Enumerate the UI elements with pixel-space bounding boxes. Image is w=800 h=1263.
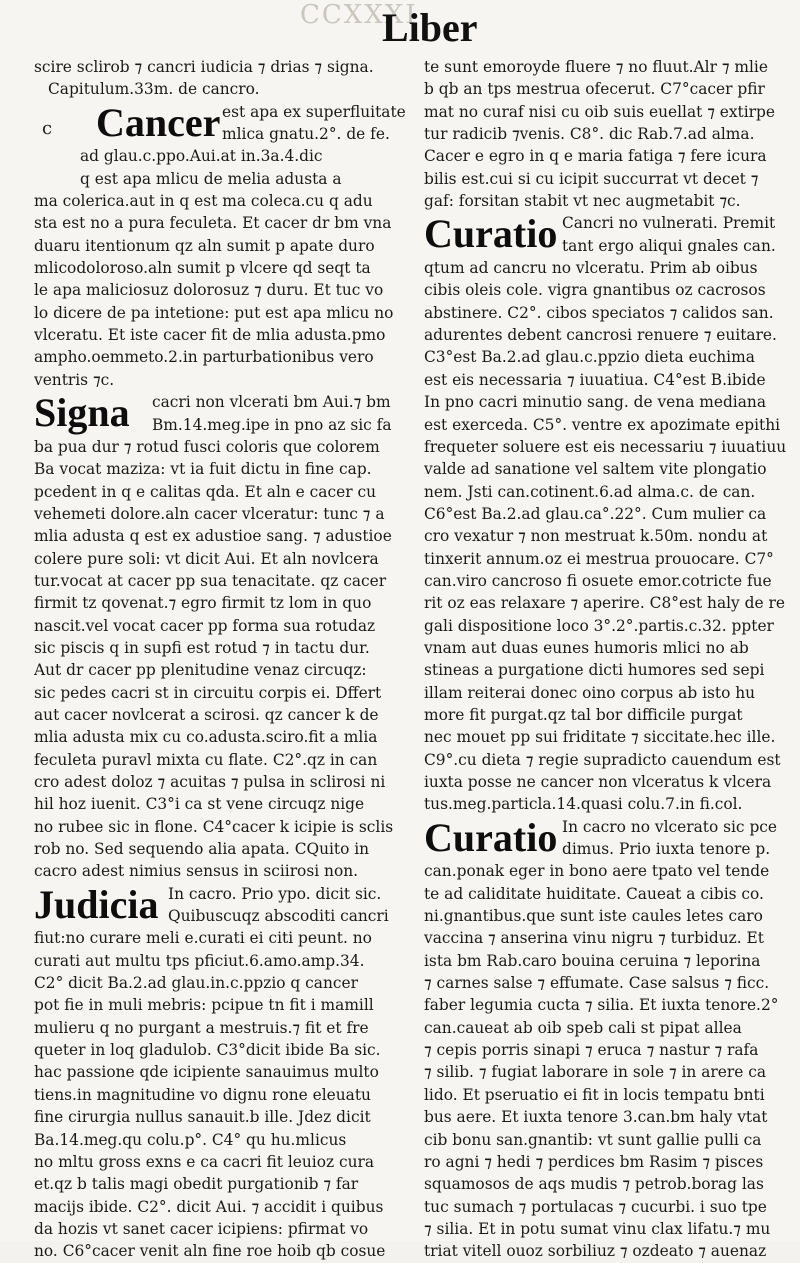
text-line: et.qz b talis magi obedit purgationib ⁊ far (34, 1175, 359, 1194)
text-line: le apa maliciosuz dolorosuz ⁊ duru. Et tuc vo (34, 281, 384, 300)
text-line: squamosos de aqs mudis ⁊ petrob.borag las (424, 1175, 764, 1194)
text-line: illam reiterai donec oino corpus ab isto hu (424, 683, 756, 702)
text-line: no. C6°cacer venit aln fine roe hoib qb cosue (34, 1242, 386, 1261)
section-signa (34, 391, 418, 436)
section-initial-judicia: Judicia (34, 881, 159, 927)
text-line: triat vitell ouoz sorbiliuz ⁊ ozdeato ⁊ auenaz (424, 1242, 767, 1261)
text-line: aut cacer novlcerat a scirosi. qz cancer k de (34, 705, 379, 724)
text-line: bus aere. Et iuxta tenore 3.can.bm haly vtat (424, 1108, 768, 1127)
text-line: Bm.14.meg.ipe in pno az sic fa (152, 415, 392, 434)
left-column (34, 56, 418, 1263)
text-line: mlia adusta mix cu co.adusta.sciro.fit a mlia (34, 728, 378, 747)
text-line: sic pedes cacri st in circuitu corpis ei. Dffert (34, 683, 382, 702)
text-line: te sunt emoroyde fluere ⁊ no fluut.Alr ⁊ mlie (424, 58, 768, 76)
text-line: te ad caliditate huiditate. Caueat a cibis co. (424, 884, 764, 903)
text-line: rob no. Sed sequendo alia apata. CQuito in (34, 840, 370, 859)
bleed-through-text: CCXXXI (300, 0, 418, 30)
text-line: no rubee sic in flone. C4°cacer k icipie is sclis (34, 817, 394, 836)
text-line: In cacro. Prio ypo. dicit sic. (168, 884, 382, 903)
text-line: pot fie in muli mebris: pcipue tn fit i mamill (34, 996, 374, 1015)
text-line: can.caueat ab oib speb cali st pipat allea (424, 1018, 742, 1037)
text-line: dimus. Prio iuxta tenore p. (562, 840, 771, 859)
text-line: In cacro no vlcerato sic pce (562, 817, 778, 836)
text-line: ro agni ⁊ hedi ⁊ perdices bm Rasim ⁊ pisces (424, 1152, 764, 1171)
text-line: Quibuscuqz abscoditi cancri (168, 907, 389, 926)
text-line: more fit purgat.qz tal bor difficile purgat (424, 705, 743, 724)
text-line: tur.vocat at cacer pp sua tenacitate. qz cacer (34, 571, 387, 590)
section-initial-curatio: Curatio (424, 211, 558, 257)
text-line: cro adest doloz ⁊ acuitas ⁊ pulsa in sclirosi ni (34, 773, 386, 791)
text-line: hac passione qde icipiente sanauimus multo (34, 1063, 379, 1082)
text-line: cro vexatur ⁊ non mestruat k.50m. nondu at (424, 527, 768, 546)
text-line: mlicodoloroso.aln sumit p vlcere qd seqt ta (34, 259, 371, 278)
text-line: est eis necessaria ⁊ iuuatiua. C4°est B.ibide (424, 370, 766, 389)
text-line: mat no curaf nisi cu oib suis euellat ⁊ extirpe (424, 102, 775, 121)
text-line: tuc sumach ⁊ portulacas ⁊ cucurbi. i suo tpe (424, 1197, 767, 1216)
section-curatio-2 (424, 816, 796, 861)
section-initial-curatio: Curatio (424, 814, 558, 860)
text-line: C9°.cu dieta ⁊ regie supradicto cauendum est (424, 750, 781, 769)
text-line: C2° dicit Ba.2.ad glau.in.c.ppzio q cancer (34, 974, 358, 993)
text-line: Cancri no vulnerati. Premit (562, 214, 776, 233)
text-line: ⁊ carnes salse ⁊ effumate. Case salsus ⁊ ficc. (424, 974, 770, 993)
text-line: cacro adest nimius sensus in sciirosi non. (34, 862, 359, 881)
text-line: nem. Jsti can.cotinent.6.ad alma.c. de can. (424, 482, 756, 501)
section-curatio-1 (424, 212, 796, 257)
text-line: vaccina ⁊ anserina vinu nigru ⁊ turbiduz. Et (424, 929, 764, 948)
text-line: can.viro cancroso fi osuete emor.cotricte fue (424, 571, 772, 590)
running-head: Liber (382, 5, 478, 50)
text-line: mlica gnatu.2°. de fe. (222, 125, 390, 144)
text-line: Ba vocat maziza: vt ia fuit dictu in fine cap. (34, 460, 372, 479)
text-line: cibis oleis cole. vigra gnantibus oz cacrosos (424, 281, 766, 300)
text-line: mlia adusta q est ex adustioe sang. ⁊ adustioe (34, 527, 392, 546)
text-line: duaru itentionum qz aln sumit p apate duro (34, 236, 375, 255)
right-column (424, 56, 796, 1263)
text-line: valde ad sanatione vel saltem vite plongatio (424, 460, 767, 479)
text-line: nec mouet pp sui friditate ⁊ siccitate.hec ille. (424, 728, 776, 747)
section-judicia (34, 883, 418, 928)
text-line: b qb an tps mestrua ofecerut. C7°cacer pfir (424, 80, 765, 99)
text-line: tinxerit annum.oz ei mestrua prouocare. C7° (424, 549, 774, 568)
text-line: C6°est Ba.2.ad glau.ca°.22°. Cum mulier ca (424, 504, 767, 523)
text-line: iuxta posse ne cancer non vlceratus k vlcera (424, 773, 772, 791)
text-line: da hozis vt sanet cacer icipiens: pfirmat vo (34, 1219, 369, 1238)
text-line: ista bm Rab.caro bouina ceruina ⁊ leporina (424, 951, 761, 970)
text-line: macijs ibide. C2°. dicit Aui. ⁊ accidit i quibus (34, 1197, 384, 1216)
text-line: curati aut multu tps pficiut.6.amo.amp.34. (34, 951, 365, 970)
text-line: C3°est Ba.2.ad glau.c.ppzio dieta euchima (424, 348, 755, 367)
text-line: abstinere. C2°. cibos speciatos ⁊ calidos san. (424, 303, 774, 322)
text-line: colere pure soli: vt dicit Aui. Et aln novlcera (34, 549, 379, 568)
text-line: ma colerica.aut in q est ma coleca.cu q adu (34, 192, 373, 211)
text-line: est exerceda. C5°. ventre ex apozimate epithi (424, 415, 781, 434)
text-line: ⁊ silib. ⁊ fugiat laborare in sole ⁊ in arere ca (424, 1063, 767, 1082)
text-line: q est apa mlicu de melia adusta a (80, 169, 342, 188)
text-line: gaf: forsitan stabit vt nec augmetabit ⁊c. (424, 192, 741, 211)
text-line: ⁊ cepis porris sinapi ⁊ eruca ⁊ nastur ⁊ rafa (424, 1041, 759, 1060)
text-line: sic piscis q in supfi est rotud ⁊ in tactu dur. (34, 638, 370, 657)
text-line: feculeta puravl mixta cu flate. C2°.qz in can (34, 750, 378, 769)
text-line: In pno cacri minutio sang. de vena mediana (424, 393, 766, 412)
text-line: tant ergo aliqui gnales can. (562, 236, 776, 255)
section-cancer (34, 101, 418, 146)
text-line: qtum ad cancru no vlceratu. Prim ab oibus (424, 259, 758, 278)
text-line: ampho.oemmeto.2.in parturbationibus vero (34, 348, 374, 367)
text-line: firmit tz qovenat.⁊ egro firmit tz lom in quo (34, 594, 372, 613)
text-line: gali dispositione loco 3°.2°.partis.c.32. ppter (424, 616, 774, 635)
text-line: lo dicere de pa intetione: put est apa mlicu no (34, 303, 394, 322)
text-line: cib bonu san.gnantib: vt sunt gallie pulli ca (424, 1130, 762, 1149)
text-line: vnam aut duas eunes humoris mlici no ab (424, 638, 749, 657)
text-line: can.ponak eger in bono aere tpato vel tende (424, 862, 770, 881)
text-line: hil hoz iuenit. C3°i ca st vene circuqz nige (34, 795, 365, 814)
text-line: frequeter soluere est eis necessariu ⁊ iuuatiuu (424, 437, 787, 456)
section-initial-signa: Signa (34, 390, 130, 436)
text-line: fine cirurgia nullus sanauit.b ille. Jdez dicit (34, 1108, 371, 1127)
text-line: nascit.vel vocat cacer pp forma sua rotudaz (34, 616, 376, 635)
text-line: no mltu gross exns e ca cacri fit leuioz cura (34, 1152, 375, 1171)
text-line: lido. Et pseruatio ei fit in locis tempatu bnti (424, 1085, 765, 1104)
text-line: tus.meg.particla.14.quasi colu.7.in fi.col. (424, 795, 743, 814)
text-line: rit oz eas relaxare ⁊ aperire. C8°est haly de re (424, 594, 785, 613)
text-line: ni.gnantibus.que sunt iste caules letes caro (424, 907, 763, 926)
text-line: ad glau.c.ppo.Aui.at in.3a.4.dic (80, 147, 323, 166)
text-line: ⁊ silia. Et in potu sumat vinu clax lifatu.⁊ mu (424, 1219, 771, 1238)
text-line: tiens.in magnitudine vo dignu rone eleuatu (34, 1085, 371, 1104)
text-line: tur radicib ⁊venis. C8°. dic Rab.7.ad alma. (424, 125, 755, 144)
text-line: queter in loq gladulob. C3°dicit ibide Ba sic. (34, 1041, 381, 1060)
text-line: scire sclirob ⁊ cancri iudicia ⁊ drias ⁊ signa. (34, 58, 374, 76)
text-line: sta est no a pura feculeta. Et cacer dr bm vna (34, 214, 392, 233)
text-line: Ba.14.meg.qu colu.p°. C4° qu hu.mlicus (34, 1130, 347, 1149)
text-line: Aut dr cacer pp plenitudine venaz circuqz: (34, 661, 367, 680)
text-line: bilis est.cui si cu icipit succurrat vt decet ⁊ (424, 169, 759, 188)
text-line: mulieru q no purgant a mestruis.⁊ fit et fre (34, 1018, 369, 1037)
text-line: stineas a purgatione dicti humores sed sepi (424, 661, 765, 680)
text-line: ba pua dur ⁊ rotud fusci coloris que colorem (34, 437, 380, 456)
text-line: Cacer e egro in q e maria fatiga ⁊ fere icura (424, 147, 767, 166)
text-line: vlceratu. Et iste cacer fit de mlia adusta.pmo (34, 326, 386, 345)
section-initial-cancer: Cancer (96, 99, 221, 145)
text-line: est apa ex superfluitate (222, 102, 406, 121)
text-line: fiut:no curare meli e.curati ei citi peunt. no (34, 929, 372, 948)
text-line: cacri non vlcerati bm Aui.⁊ bm (152, 393, 391, 412)
text-line: pcedent in q e calitas qda. Et aln e cacer cu (34, 482, 376, 501)
text-line: adurentes debent cancrosi renuere ⁊ euitare. (424, 326, 777, 345)
margin-letter: c (42, 118, 53, 139)
chapter-heading: Capitulum.33m. de cancro. (48, 80, 260, 99)
text-line: ventris ⁊c. (34, 370, 115, 389)
text-line: vehemeti dolore.aln cacer vlceratur: tunc ⁊ a (34, 504, 385, 523)
text-line: faber legumia cucta ⁊ silia. Et iuxta tenore.2° (424, 996, 779, 1015)
